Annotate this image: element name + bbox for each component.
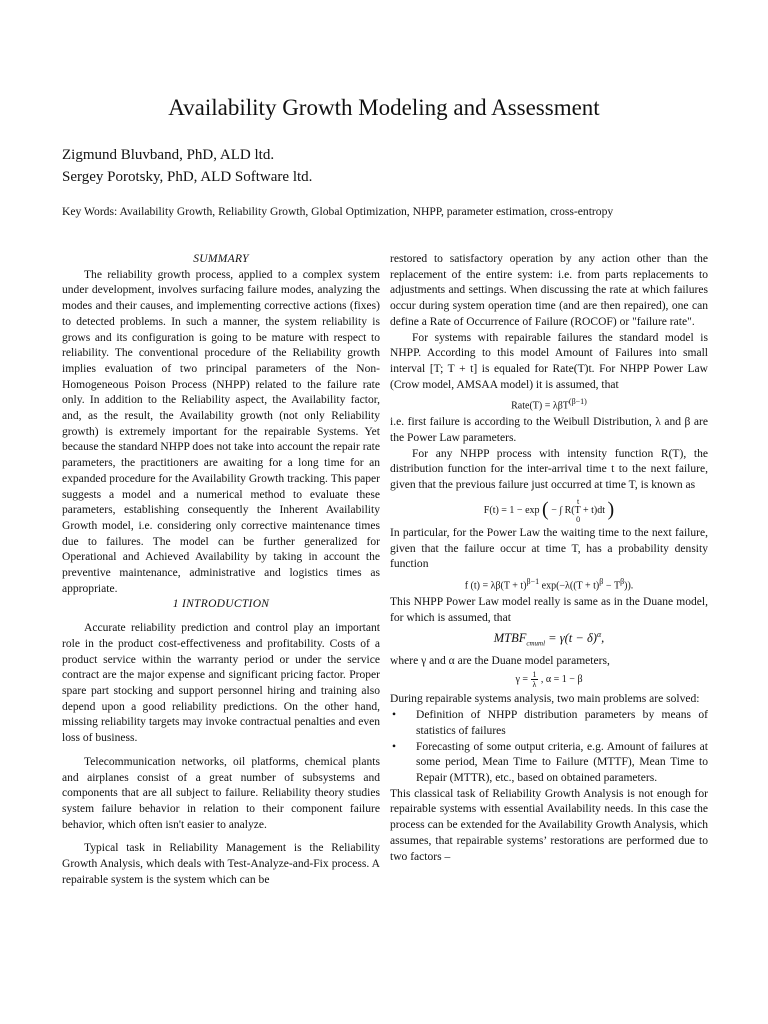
right-paragraph-3: i.e. first failure is according to the Weibull Distribution, λ and β are the Power Law parameters.: [390, 416, 708, 445]
right-column: [390, 252, 708, 865]
paper-title: Availability Growth Modeling and Assessment: [168, 95, 600, 120]
right-paragraph-1: restored to satisfactory operation by any action other than the replacement of the entire system: i.e. from parts replacements to adjustments and settings. When discussing the rate at which failures occur during system operation time (and are then repaired), one can define a Rate of Occurrence of Failure (ROCOF) or "failure rate".: [390, 253, 708, 328]
equation-distribution: F(t) = 1 − exp ( t − ∫ R(T + t)dt 0 ): [483, 496, 615, 524]
summary-heading: SUMMARY: [193, 253, 249, 265]
right-paragraph-9: This classical task of Reliability Growth Analysis is not enough for repairable systems with essential Availability needs. In this case the process can be extended for the Availability Growth Analysis, which assumes, that repairable systems’ restorations are performed due to two factors –: [390, 787, 708, 863]
intro-paragraph-2: Telecommunication networks, oil platforms, chemical plants and airplanes consist of a great number of subsystems and components that are all subject to failure. Reliability theory studies system failure behavior in relation to their component failure behavior, which often isn't easier to analyze.: [62, 755, 380, 831]
author-2: Sergey Porotsky, PhD, ALD Software ltd.: [62, 169, 313, 185]
problems-list: [390, 708, 708, 787]
summary-paragraph: The reliability growth process, applied to a complex system under development, involves surfacing failure modes, analyzing the modes and their causes, and implementing corrective actions (fixes) to detected problems. In such a manner, the system reliability is grows and its configuration is going to be mature with respect to reliability. The conventional procedure of the Reliability growth implies evaluation of two principal parameters of the Non-Homogeneous Poison Process (NHPP) related to the failure rate only. In addition to the Reliability aspect, the Availability factor, and, as the result, the Availability growth (not only Reliability growth) is extremely important for the repairable Systems. Yet because the standard NHPP does not take into account the repair rate parameters, the practitioners are awaiting for a long time for an expanded procedure for the Availability Growth tracking. This paper suggests a model and a numerical method to evaluate these parameters, establishing consequently the Inherent Availability Growth model, i.e. considering only corrective maintenance times due to failures. The model can be further generalized for Operational and Achieved Availability by taking in account the preventive maintenance, administrative and logistics times as appropriate.: [62, 268, 380, 595]
right-paragraph-7: where γ and α are the Duane model parameters,: [390, 654, 610, 667]
left-column: [62, 252, 380, 888]
equation-rate: Rate(T) = λβT$^{(\beta-1)}$: [511, 397, 587, 412]
equation-density: f $(t) = \lambda\beta(T + t)^{\beta-1}$ $\exp(-\lambda((T + t)^\beta - T^\beta))$.: [464, 576, 634, 592]
author-1: Zigmund Bluvband, PhD, ALD ltd.: [62, 147, 275, 163]
right-paragraph-8: During repairable systems analysis, two main problems are solved:: [390, 693, 700, 706]
introduction-heading: 1 INTRODUCTION: [172, 598, 270, 611]
right-paragraph-2: For systems with repairable failures the standard model is NHPP. According to this model Amount of Failures into small interval [T; T + t] is equaled for Rate(T)t. For NHPP Power Law (Crow model, AMSAA model) it is assumed, that: [390, 331, 708, 391]
intro-paragraph-1: Accurate reliability prediction and control play an important role in the product cost-effectiveness and profitability. Costs of a product service within the warranty period or under the service contract are the major expense and significant pricing factor. Proper spare part stocking and support personnel hiring and training also depend upon a good reliability predictions. On the other hand, missing reliability targets may invoke contractual penalties and even loss of business.: [62, 622, 380, 745]
list-item: • Forecasting of some output criteria, e.g. Amount of failures at some period, Mean Time to Failure (MTTF), Mean Time to Repair (MTTR), etc., based on obtained parameters.: [392, 740, 708, 784]
equation-mtbf: $MTBF_{cmuml} = \gamma(t - \delta)^\alpha$,: [493, 630, 605, 649]
list-item: • Definition of NHPP distribution parameters by means of statistics of failures: [392, 709, 708, 737]
equation-duane-params: $\gamma = \frac{1}{\lambda}$ , α = 1 − β: [515, 670, 583, 690]
right-paragraph-5: In particular, for the Power Law the waiting time to the next failure, given that the failure occur at time T, has a probability density function: [390, 526, 708, 571]
intro-paragraph-3: Typical task in Reliability Management is the Reliability Growth Analysis, which deals with Test-Analyze-and-Fix process. A repairable system is the system which can be: [62, 842, 380, 886]
keywords: Key Words: Availability Growth, Reliability Growth, Global Optimization, NHPP, parameter estimation, cross-entropy: [62, 205, 614, 218]
right-paragraph-6: This NHPP Power Law model really is same as in the Duane model, for which is assumed, that: [390, 596, 708, 624]
right-paragraph-4: For any NHPP process with intensity function R(T), the distribution function for the inter-arrival time t to the next failure, given that the previous failure just occurred at time T, is known as: [390, 447, 708, 492]
